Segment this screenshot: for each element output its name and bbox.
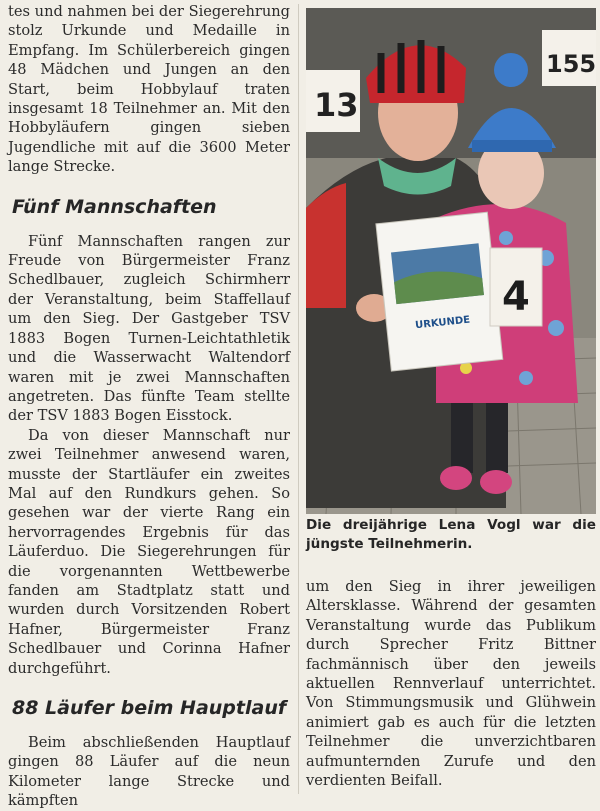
left-column [8,2,290,811]
bib-right: 155 [546,50,596,78]
photo-illustration [306,8,596,514]
closing-paragraph: um den Sieg in ihrer jeweiligen Altersklasse. Während der gesamten Veranstaltung wurde das Publikum durch Sprecher Fritz Bittner fachmännisch über den jeweils aktuellen Rennverlauf unterrichtet. Von Stimmungsmusik und Glühwein animiert gab es auch für die letzten Teilnehmer die unverzichtbaren aufmunternden Zurufe und den verdienten Beifall. [306,578,596,790]
bib-left: 13 [314,86,359,124]
heading-fuenf-mannschaften: Fünf Mannschaften [12,195,217,218]
article-photo [306,8,596,514]
heading-hauptlauf: 88 Läufer beim Hauptlauf [12,697,287,719]
bib-child: 4 [502,274,530,320]
section2-paragraph-1: Beim abschließenden Hauptlauf gingen 88 Läufer auf die neun Kilometer lange Strecke und kämpften [8,734,290,810]
certificate-title: URKUNDE [414,314,471,332]
intro-paragraph: tes und nahmen bei der Siegerehrung stolz Urkunde und Medaille in Empfang. Im Schülerbereich gingen 48 Mädchen und Jungen an den Start, beim Hobbylauf traten insgesamt 18 Teilnehmer an. Mit den Hobbyläufern gingen sieben Jugendliche mit auf die 3600 Meter lange Strecke. [8,3,290,176]
section1-paragraph-2: Da von dieser Mannschaft nur zwei Teilnehmer anwesend waren, musste der Startläufer ein zweites Mal auf den Rundkurs gehen. So gesehen war der vierte Rang ein hervorragendes Ergebnis für das Läuferduo. Die Siegerehrungen für die vorgenannten Wettbewerbe fanden am Stadtplatz statt und wurden durch Vorsitzenden Robert Hafner, Bürgermeister Franz Schedlbauer und Corinna Hafner durchgeführt. [8,426,290,677]
column-divider [298,4,299,794]
photo-caption: Die dreijährige Lena Vogl war die jüngste Teilnehmerin. [306,517,596,552]
right-column [306,577,596,790]
section1-paragraph-1: Fünf Mannschaften rangen zur Freude von Bürgermeister Franz Schedlbauer, zugleich Schirmherr der Veranstaltung, beim Staffellauf um den Sieg. Der Gastgeber TSV 1883 Bogen Turnen-Leichtathletik und die Wasserwacht Waltendorf waren mit je zwei Mannschaften angetreten. Das fünfte Team stellte der TSV 1883 Bogen Eisstock. [8,232,290,425]
